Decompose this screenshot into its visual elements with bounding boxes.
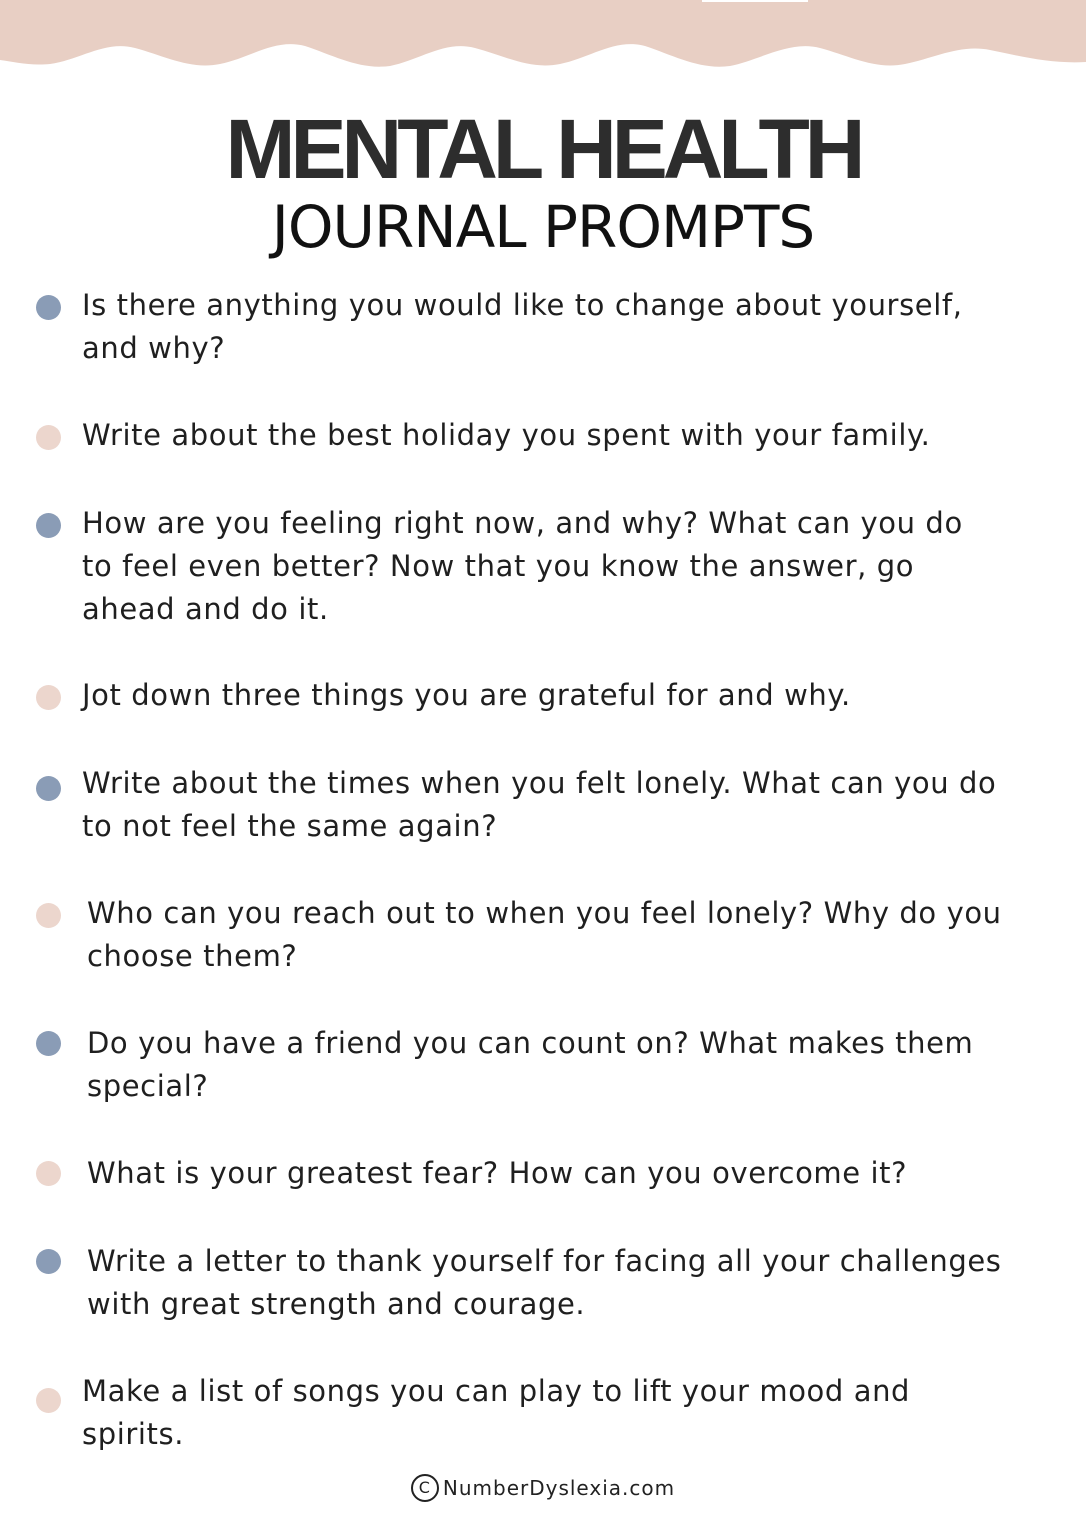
bullet-dot-icon	[36, 1388, 61, 1413]
prompt-text: Jot down three things you are grateful for and why.	[82, 678, 851, 712]
page-subtitle: JOURNAL PROMPTS	[271, 193, 815, 261]
bullet-dot-icon	[36, 776, 61, 801]
prompt-text: Make a list of songs you can play to lift your mood and spirits.	[82, 1374, 911, 1451]
prompt-text: Is there anything you would like to change about yourself, and why?	[82, 288, 963, 365]
page-title: MENTAL HEALTH	[225, 102, 861, 196]
bullet-dot-icon	[36, 903, 61, 928]
bullet-dot-icon	[36, 1161, 61, 1186]
prompt-text: Write about the best holiday you spent with your family.	[82, 418, 931, 452]
bullet-dot-icon	[36, 1031, 61, 1056]
bullet-dot-icon	[36, 295, 61, 320]
prompt-text: What is your greatest fear? How can you overcome it?	[87, 1156, 908, 1190]
bullet-dot-icon	[36, 685, 61, 710]
prompt-text: Who can you reach out to when you feel lonely? Why do you choose them?	[87, 896, 1002, 973]
prompt-text: Write a letter to thank yourself for facing all your challenges with great strength and courage.	[87, 1244, 1002, 1321]
footer	[0, 1474, 1086, 1502]
prompt-text: Write about the times when you felt lonely. What can you do to not feel the same again?	[82, 766, 997, 843]
bullet-dot-icon	[36, 1249, 61, 1274]
bullet-dot-icon	[36, 513, 61, 538]
copyright-icon: C	[411, 1474, 439, 1502]
decorative-wave-header	[0, 0, 1086, 80]
prompt-text: Do you have a friend you can count on? What makes them special?	[87, 1026, 974, 1103]
footer-website: NumberDyslexia.com	[442, 1476, 676, 1500]
bullet-dot-icon	[36, 425, 61, 450]
prompt-text: How are you feeling right now, and why? What can you do to feel even better? Now that you know the answer, go ahead and do it.	[82, 506, 963, 626]
